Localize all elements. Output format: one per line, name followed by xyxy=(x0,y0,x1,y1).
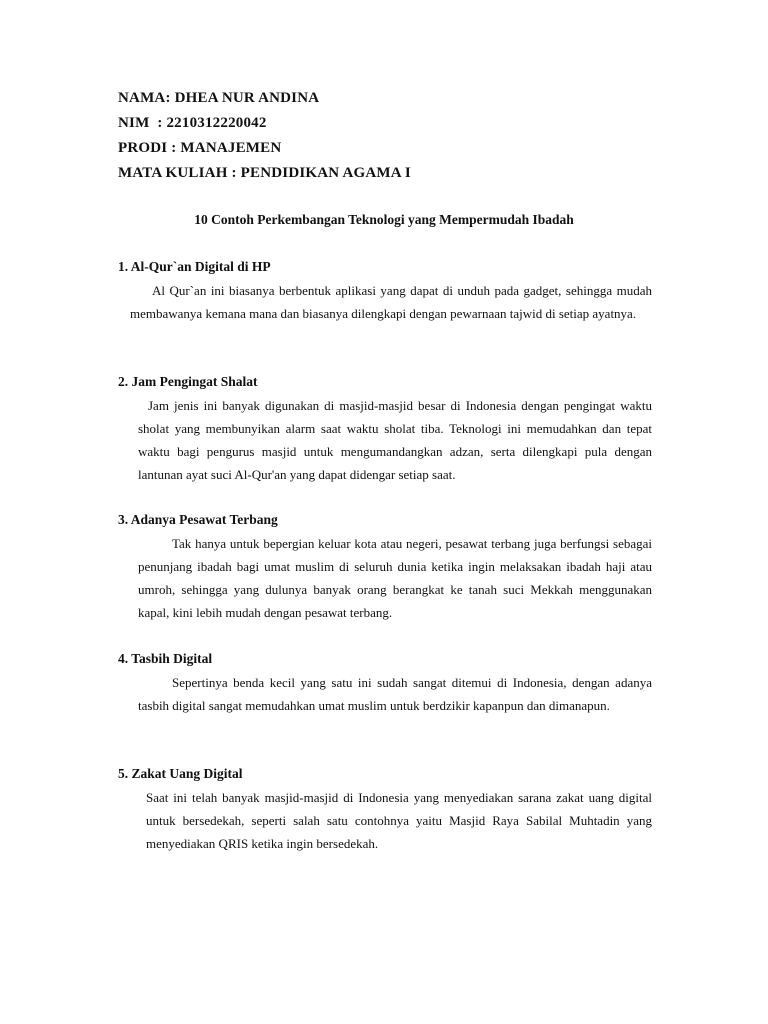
section-body: Al Qur`an ini biasanya berbentuk aplikasi yang dapat di unduh pada gadget, sehingga mudah membawanya kemana mana dan biasanya dilengkapi dengan pewarnaan tajwid di setiap ayatnya. xyxy=(130,283,652,321)
section-zakat-digital xyxy=(118,766,658,866)
section-heading: 5. Zakat Uang Digital xyxy=(118,766,243,781)
section-jam-pengingat xyxy=(118,374,658,494)
student-name: NAMA: DHEA NUR ANDINA xyxy=(118,90,320,106)
section-body: Saat ini telah banyak masjid-masjid di Indonesia yang menyediakan sarana zakat uang digital untuk bersedekah, seperti salah satu contohnya yaitu Masjid Raya Sabilal Muhtadin yang menyediakan QRIS ketika ingin bersedekah. xyxy=(146,790,652,851)
section-heading: 3. Adanya Pesawat Terbang xyxy=(118,512,278,527)
section-heading: 2. Jam Pengingat Shalat xyxy=(118,374,258,389)
section-body: Tak hanya untuk bepergian keluar kota atau negeri, pesawat terbang juga berfungsi sebagai penunjang ibadah bagi umat muslim di seluruh dunia ketika ingin melaksakan ibadah haji atau umroh, sehingga yang dulunya banyak orang berangkat ke tanah suci Mekkah menggunakan kapal, kini lebih mudah dengan pesawat terbang. xyxy=(138,536,652,620)
course-name: MATA KULIAH : PENDIDIKAN AGAMA I xyxy=(118,165,411,181)
section-heading: 4. Tasbih Digital xyxy=(118,651,213,666)
study-program: PRODI : MANAJEMEN xyxy=(118,140,282,156)
section-heading: 1. Al-Qur`an Digital di HP xyxy=(118,259,271,274)
student-info xyxy=(118,86,411,186)
section-tasbih-digital xyxy=(118,651,658,751)
student-nim: NIM : 2210312220042 xyxy=(118,115,267,131)
section-quran-digital xyxy=(118,259,658,359)
section-body: Sepertinya benda kecil yang satu ini sudah sangat ditemui di Indonesia, dengan adanya tasbih digital sangat memudahkan umat muslim untuk berdzikir kapanpun dan dimanapun. xyxy=(138,675,652,713)
section-pesawat-terbang xyxy=(118,512,658,632)
document-title: 10 Contoh Perkembangan Teknologi yang Mempermudah Ibadah xyxy=(194,212,574,227)
section-body: Jam jenis ini banyak digunakan di masjid-masjid besar di Indonesia dengan pengingat waktu sholat yang membunyikan alarm saat waktu sholat tiba. Teknologi ini memudahkan dan tepat waktu bagi pengurus masjid untuk mengumandangkan adzan, serta dilengkapi pula dengan lantunan ayat suci Al-Qur'an yang dapat didengar setiap saat. xyxy=(138,398,652,482)
